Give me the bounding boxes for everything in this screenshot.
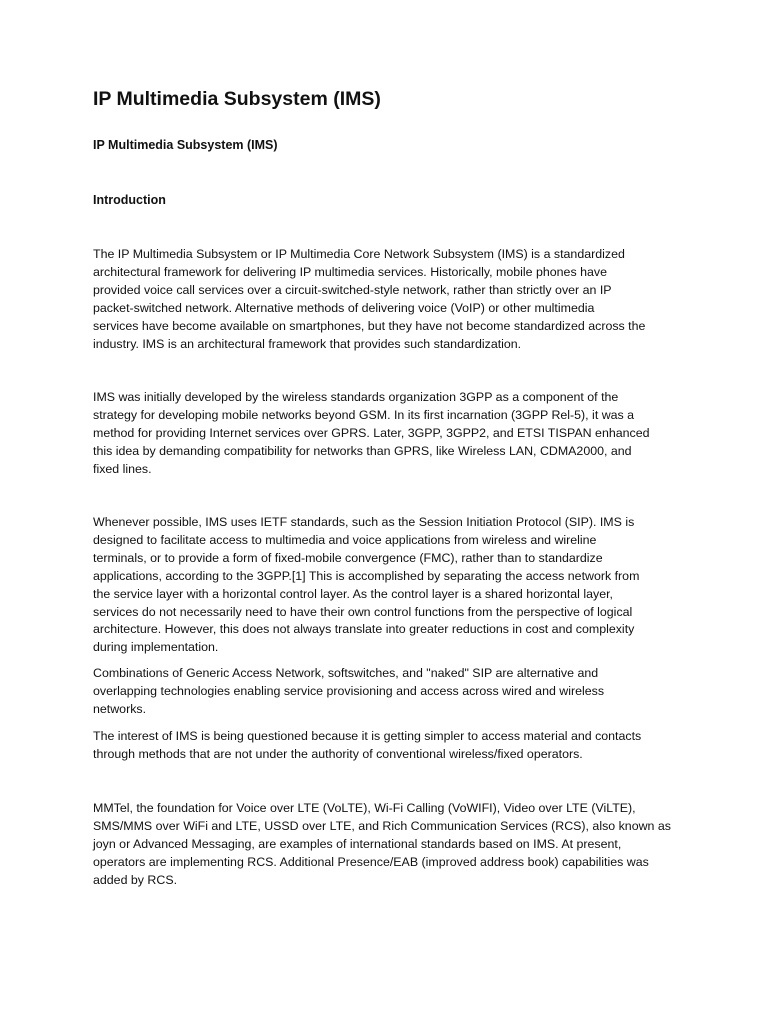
paragraph-ims-interest: The interest of IMS is being questioned because it is getting simpler to access material and contacts through methods that are not under the authority of conventional wireless/fixed operators. <box>93 729 642 761</box>
paragraph-ims-standards: Whenever possible, IMS uses IETF standards, such as the Session Initiation Protocol (SIP). IMS is designed to facilitate access to multimedia and voice applications from wireless and wireline terminals, or to provide a form of fixed-mobile convergence (FMC), rather than to standardize applications, according to the 3GPP.[1] This is accomplished by separating the access network from the service layer with a horizontal control layer. As the control layer is a shared horizontal layer, services do not necessarily need to have their own control functions from the perspective of logical architecture. However, this does not always translate into greater reductions in cost and complexity during implementation. <box>93 515 640 655</box>
section-heading-introduction: Introduction <box>93 193 166 207</box>
paragraph-ims-definition: The IP Multimedia Subsystem or IP Multimedia Core Network Subsystem (IMS) is a standardized architectural framework for delivering IP multimedia services. Historically, mobile phones have provided voice call services over a circuit-switched-style network, rather than strictly over an IP packet-switched network. Alternative methods of delivering voice (VoIP) or other multimedia services have become available on smartphones, but they have not become standardized across the industry. IMS is an architectural framework that provides such standardization. <box>93 247 646 351</box>
paragraph-ims-history: IMS was initially developed by the wireless standards organization 3GPP as a component of the strategy for developing mobile networks beyond GSM. In its first incarnation (3GPP Rel-5), it was a method for providing Internet services over GPRS. Later, 3GPP, 3GPP2, and ETSI TISPAN enhanced this idea by demanding compatibility for networks than GPRS, like Wireless LAN, CDMA2000, and fixed lines. <box>93 390 650 476</box>
document-subtitle: IP Multimedia Subsystem (IMS) <box>93 138 278 152</box>
paragraph-mmtel: MMTel, the foundation for Voice over LTE (VoLTE), Wi-Fi Calling (VoWIFI), Video over LTE (ViLTE), SMS/MMS over WiFi and LTE, USSD over LTE, and Rich Communication Services (RCS), also known as joyn or Advanced Messaging, are examples of international standards based on IMS. At present, operators are implementing RCS. Additional Presence/EAB (improved address book) capabilities was added by RCS. <box>93 801 671 887</box>
document-title: IP Multimedia Subsystem (IMS) <box>93 88 381 110</box>
paragraph-alternative-technologies: Combinations of Generic Access Network, softswitches, and "naked" SIP are alternative and overlapping technologies enabling service provisioning and access across wired and wireless networks. <box>93 666 605 716</box>
